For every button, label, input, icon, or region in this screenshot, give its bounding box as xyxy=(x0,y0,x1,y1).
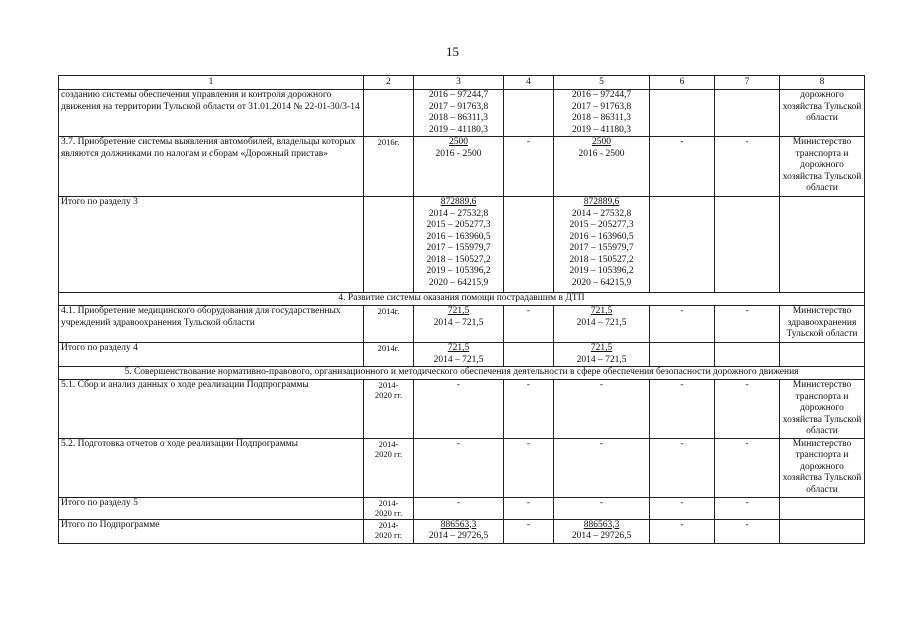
header-cell: 2 xyxy=(364,76,414,90)
cell-line: 2019 – 105396,2 xyxy=(569,266,634,276)
header-cell: 5 xyxy=(554,76,650,90)
cell-col6 xyxy=(650,197,715,293)
cell-col3 xyxy=(414,306,504,343)
cell-activity: Итого по разделу 5 xyxy=(59,497,364,519)
cell-line: 721,5 xyxy=(590,306,613,316)
cell-executor: Министерство транспорта и дорожного хозяйства Тульской области xyxy=(780,137,865,197)
table-row xyxy=(59,90,865,137)
cell-col7 xyxy=(715,343,780,367)
cell-col3 xyxy=(414,90,504,137)
cell-col5 xyxy=(554,90,650,137)
cell-col3 xyxy=(414,197,504,293)
cell-col3 xyxy=(414,497,504,519)
cell-executor: дорожного хозяйства Тульской области xyxy=(780,90,865,137)
cell-col3 xyxy=(414,137,504,197)
cell-col2 xyxy=(364,497,414,519)
cell-line: - xyxy=(456,438,461,449)
cell-col5 xyxy=(554,137,650,197)
cell-col7 xyxy=(715,90,780,137)
cell-col6: - xyxy=(650,137,715,197)
cell-col5 xyxy=(554,197,650,293)
cell-line: 721,5 xyxy=(447,343,470,353)
cell-line: 2014 – 721,5 xyxy=(433,317,484,328)
cell-line: 2016 – 97244,7 xyxy=(428,90,489,100)
cell-line: 2018 – 86311,3 xyxy=(571,113,632,123)
cell-line: 2014- xyxy=(378,519,399,530)
cell-col7: - xyxy=(715,380,780,439)
cell-col3 xyxy=(414,519,504,543)
cell-col2 xyxy=(364,519,414,543)
cell-line: - xyxy=(456,497,461,508)
table-row xyxy=(59,380,865,439)
header-cell: 3 xyxy=(414,76,504,90)
cell-line: 2018 – 150527,2 xyxy=(569,254,634,265)
cell-line: - xyxy=(599,438,604,449)
cell-line: 2014 – 721,5 xyxy=(576,317,627,328)
header-cell: 4 xyxy=(504,76,554,90)
cell-line: 2016 – 163960,5 xyxy=(426,231,491,242)
cell-activity: 3.7. Приобретение системы выявления автомобилей, владельцы которых являются должниками по налогам и сборам «Дорожный пристав» xyxy=(59,137,364,197)
cell-col5 xyxy=(554,438,650,497)
cell-col2 xyxy=(364,380,414,439)
cell-line: 2014- xyxy=(378,438,399,449)
cell-executor: Министерство транспорта и дорожного хозяйства Тульской области xyxy=(780,380,865,439)
cell-col5 xyxy=(554,380,650,439)
cell-executor: Министерство транспорта и дорожного хозяйства Тульской области xyxy=(780,438,865,497)
cell-line: 2019 – 41180,3 xyxy=(428,124,489,135)
cell-line: 2017 – 91763,8 xyxy=(428,101,489,112)
cell-col2 xyxy=(364,343,414,367)
cell-line: 721,5 xyxy=(590,343,613,353)
cell-col4: - xyxy=(504,306,554,343)
cell-col6: - xyxy=(650,438,715,497)
cell-executor: Министерство здравоохранения Тульской области xyxy=(780,306,865,343)
table-row xyxy=(59,497,865,519)
cell-col4: - xyxy=(504,519,554,543)
header-cell: 1 xyxy=(59,76,364,90)
table-row xyxy=(59,137,865,197)
cell-line: 2017 – 91763,8 xyxy=(571,101,632,112)
cell-col6: - xyxy=(650,306,715,343)
cell-line: 2019 – 41180,3 xyxy=(571,124,632,135)
cell-col6: - xyxy=(650,497,715,519)
cell-col3 xyxy=(414,438,504,497)
cell-executor xyxy=(780,497,865,519)
section-heading-row xyxy=(59,293,865,306)
cell-col3 xyxy=(414,343,504,367)
cell-col4 xyxy=(504,343,554,367)
cell-line: 2016 - 2500 xyxy=(578,148,625,159)
cell-col6: - xyxy=(650,380,715,439)
cell-line: 2017 – 155979,7 xyxy=(569,243,634,253)
cell-line: 2500 xyxy=(449,137,468,147)
table-row xyxy=(59,343,865,367)
cell-col5 xyxy=(554,306,650,343)
cell-line: 2020 – 64215,9 xyxy=(428,277,489,288)
cell-line: 2014 – 29726,5 xyxy=(428,531,489,541)
cell-line: 2014 – 27532,8 xyxy=(571,208,632,219)
table-row xyxy=(59,438,865,497)
cell-line: 2014- xyxy=(378,380,399,390)
cell-line: 2019 – 105396,2 xyxy=(426,266,491,276)
program-table xyxy=(58,75,865,544)
cell-col7: - xyxy=(715,438,780,497)
table-row xyxy=(59,306,865,343)
cell-col2 xyxy=(364,90,414,137)
cell-col2 xyxy=(364,197,414,293)
cell-col7: - xyxy=(715,306,780,343)
cell-line: 2018 – 150527,2 xyxy=(426,254,491,265)
cell-col4 xyxy=(504,197,554,293)
cell-activity: Итого по Подпрограмме xyxy=(59,519,364,543)
cell-executor xyxy=(780,343,865,367)
table-header-row xyxy=(59,76,865,90)
cell-col7: - xyxy=(715,137,780,197)
cell-line: 721,5 xyxy=(447,306,470,316)
cell-col7: - xyxy=(715,497,780,519)
section-heading: 4. Развитие системы оказания помощи пострадавшим в ДТП xyxy=(59,293,865,306)
cell-line: 2500 xyxy=(592,137,611,147)
section-heading: 5. Совершенствование нормативно-правового, организационного и методического обеспечения деятельности в сфере обеспечения безопасности дорожного движения xyxy=(59,367,865,380)
cell-col6: - xyxy=(650,519,715,543)
cell-line: - xyxy=(599,497,604,508)
cell-activity: 5.1. Сбор и анализ данных о ходе реализации Подпрограммы xyxy=(59,380,364,439)
header-cell: 8 xyxy=(780,76,865,90)
cell-col7 xyxy=(715,197,780,293)
cell-col2 xyxy=(364,137,414,197)
cell-activity: 4.1. Приобретение медицинского оборудования для государственных учреждений здравоохранения Тульской области xyxy=(59,306,364,343)
cell-line: 2017 – 155979,7 xyxy=(426,243,491,253)
cell-col3 xyxy=(414,380,504,439)
cell-col4 xyxy=(504,90,554,137)
header-cell: 7 xyxy=(715,76,780,90)
cell-line: - xyxy=(456,380,461,390)
cell-col5 xyxy=(554,519,650,543)
cell-col2 xyxy=(364,438,414,497)
cell-line: 2014г. xyxy=(377,343,400,353)
cell-col6 xyxy=(650,90,715,137)
cell-line: 886563,3 xyxy=(583,519,620,530)
cell-line: 2020 гг. xyxy=(374,507,403,518)
cell-line: 2018 – 86311,3 xyxy=(428,113,489,123)
cell-activity: Итого по разделу 4 xyxy=(59,343,364,367)
cell-col4: - xyxy=(504,137,554,197)
section-heading-row xyxy=(59,367,865,380)
cell-line: 2014 – 721,5 xyxy=(433,354,484,365)
cell-line: 2016 – 97244,7 xyxy=(571,90,632,100)
cell-col2 xyxy=(364,306,414,343)
cell-line: 2020 гг. xyxy=(374,448,403,459)
cell-activity: 5.2. Подготовка отчетов о ходе реализации Подпрограммы xyxy=(59,438,364,497)
cell-line: 872889,6 xyxy=(440,197,477,207)
cell-line: 2014 – 27532,8 xyxy=(428,208,489,219)
cell-line: 2016 - 2500 xyxy=(435,148,482,159)
cell-line: - xyxy=(599,380,604,390)
cell-line: 2016 – 163960,5 xyxy=(569,231,634,242)
cell-col4: - xyxy=(504,438,554,497)
cell-executor xyxy=(780,197,865,293)
cell-line: 2015 – 205277,3 xyxy=(426,220,491,230)
cell-activity: Итого по разделу 3 xyxy=(59,197,364,293)
cell-line: 872889,6 xyxy=(583,197,620,207)
table-row xyxy=(59,197,865,293)
cell-activity: созданию системы обеспечения управления и контроля дорожного движения на территории Тульской области от 31.01.2014 № 22-01-30/3-14 xyxy=(59,90,364,137)
cell-line: 2020 – 64215,9 xyxy=(571,277,632,288)
cell-col5 xyxy=(554,343,650,367)
cell-col5 xyxy=(554,497,650,519)
cell-col6 xyxy=(650,343,715,367)
cell-line: 2020 гг. xyxy=(374,529,403,540)
cell-line: 2016г. xyxy=(377,137,400,147)
cell-col4: - xyxy=(504,497,554,519)
table-row xyxy=(59,519,865,543)
cell-line: 886563,3 xyxy=(440,519,477,530)
cell-line: 2020 гг. xyxy=(374,390,403,400)
cell-line: 2015 – 205277,3 xyxy=(569,220,634,230)
cell-col4: - xyxy=(504,380,554,439)
cell-line: 2014 – 721,5 xyxy=(576,354,627,365)
cell-line: 2014 – 29726,5 xyxy=(571,531,632,541)
header-cell: 6 xyxy=(650,76,715,90)
cell-line: 2014- xyxy=(378,497,399,508)
cell-line: 2014г. xyxy=(377,306,400,316)
page-number: 15 xyxy=(446,44,459,59)
cell-executor xyxy=(780,519,865,543)
cell-col7: - xyxy=(715,519,780,543)
